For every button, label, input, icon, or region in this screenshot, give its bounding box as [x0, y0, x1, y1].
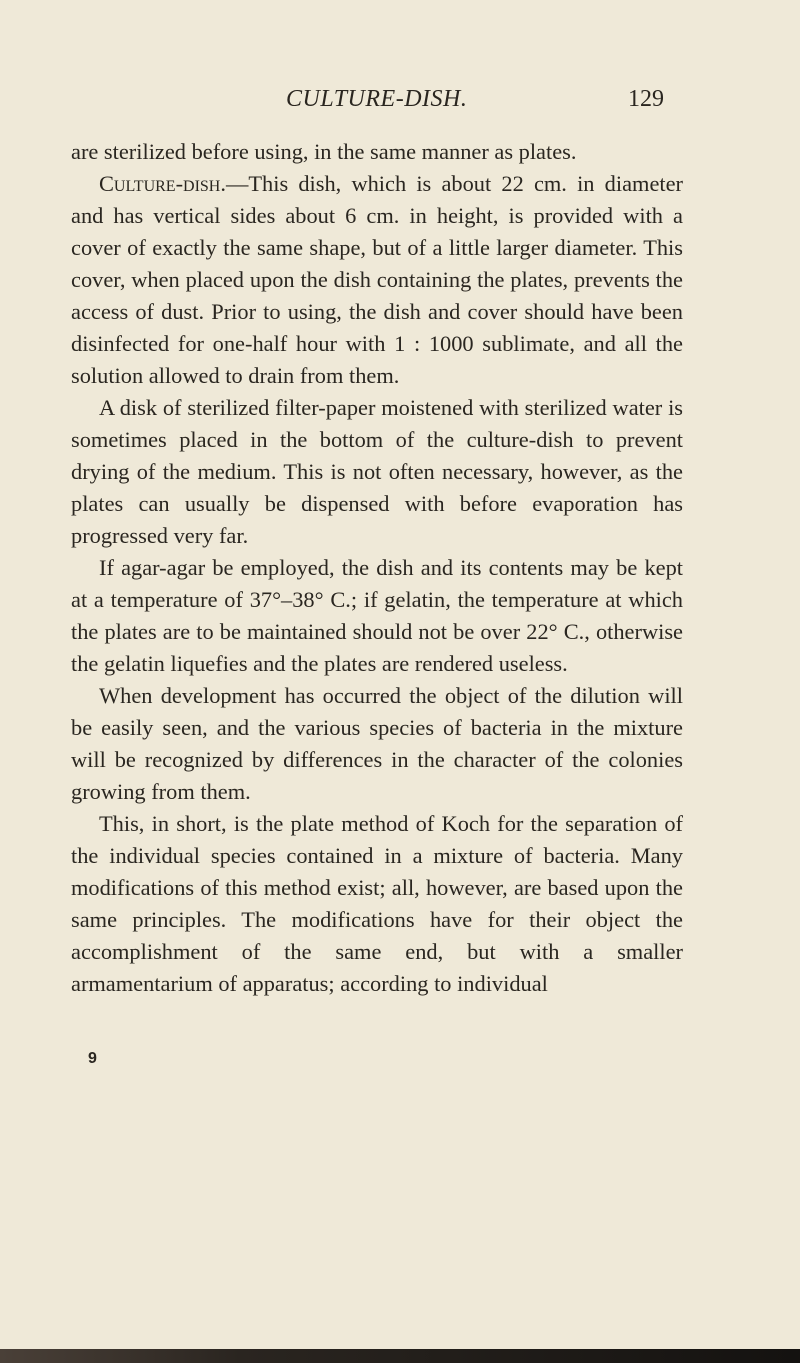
page-number: 129	[628, 86, 664, 112]
paragraph-1: are sterilized before using, in the same manner as plates.	[71, 139, 577, 164]
running-head: CULTURE-DISH.	[286, 86, 468, 112]
signature-mark: 9	[88, 1050, 97, 1067]
paragraph-4: If agar-agar be employed, the dish and its contents may be kept at a temperature of 37°–38° C.; if gelatin, the temperature at which the plates are to be maintained should not be over 22° C., otherwise the gelatin liquefies and the plates are rendered useless.	[71, 555, 683, 676]
paragraph-5: When development has occurred the object of the dilution will be easily seen, and the various species of bacteria in the mixture will be recognized by differences in the character of the colonies growing from them.	[71, 683, 683, 804]
paragraph-6: This, in short, is the plate method of Koch for the separation of the individual species contained in a mixture of bacteria. Many modifications of this method exist; all, however, are based upon the same principles. The modifications have for their object the accomplishment of the same end, but with a smaller armamentarium of apparatus; according to individual	[71, 811, 683, 996]
body-text	[71, 136, 683, 1000]
paragraph-3: A disk of sterilized filter-paper moistened with sterilized water is sometimes placed in the bottom of the culture-dish to prevent drying of the medium. This is not often necessary, however, as the plates can usually be dispensed with before evaporation has progressed very far.	[71, 395, 683, 548]
paragraph-2-text: —This dish, which is about 22 cm. in diameter and has vertical sides about 6 cm. in height, is provided with a cover of exactly the same shape, but of a little larger diameter. This cover, when placed upon the dish containing the plates, prevents the access of dust. Prior to using, the dish and cover should have been disinfected for one-half hour with 1 : 1000 sublimate, and all the solution allowed to drain from them.	[71, 171, 683, 388]
section-lead: Culture-dish.	[99, 171, 226, 196]
page-edge-shadow	[0, 1349, 800, 1363]
paragraph-2	[71, 168, 683, 392]
